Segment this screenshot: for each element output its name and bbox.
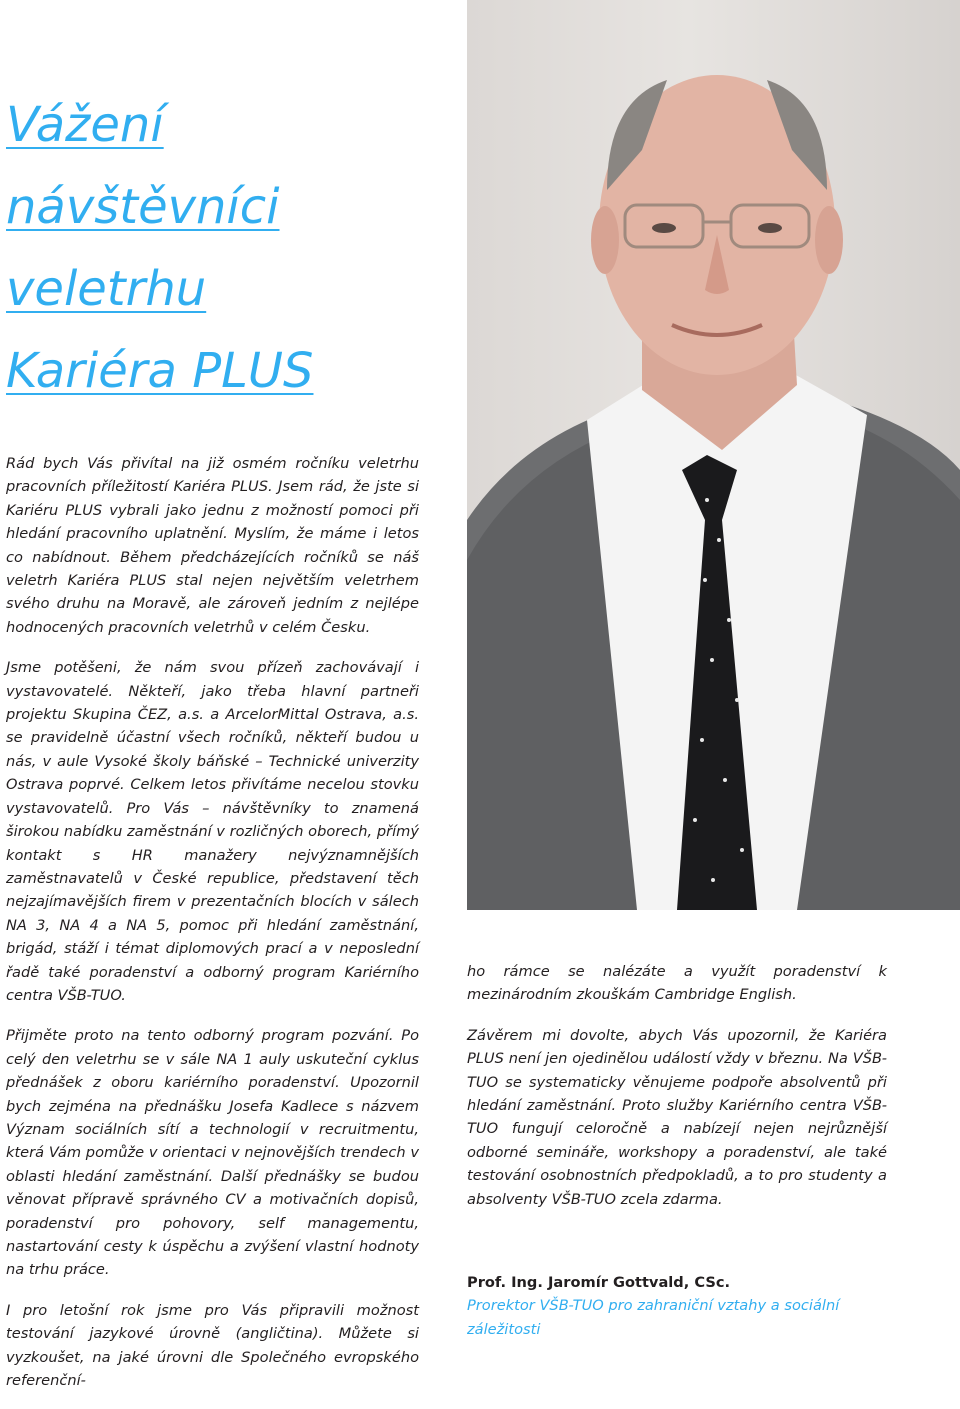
right-column — [467, 960, 887, 1341]
title-line-1: Vážení — [6, 97, 164, 153]
left-column — [6, 452, 419, 1409]
paragraph-closing: Závěrem mi dovolte, abych Vás upozornil, že Kariéra PLUS není jen ojedinělou událostí vždy v březnu. Na VŠB-TUO se systematicky věnujeme podpoře absolventů při hledání zaměstnání. Proto služby Kariérního centra VŠB-TUO fungují celoročně a nabízejí nejen nejrůznější odborné semináře, workshopy a poradenství, ale také testování osobnostních předpokladů, a to pro studenty a absolventy VŠB-TUO zcela zdarma. — [467, 1026, 887, 1208]
paragraph-language-test: I pro letošní rok jsme pro Vás připravili možnost testování jazykové úrovně (angličtina). Můžete si vyzkoušet, na jaké úrovni dle Společného evropského referenční- — [6, 1301, 419, 1390]
paragraph-program: Přijměte proto na tento odborný program pozvání. Po celý den veletrhu se v sále NA 1 auly uskuteční cyklus přednášek z oboru kariérního poradenství. Upozornil bych zejména na přednášku Josefa Kadlece s názvem Význam sociálních sítí a technologií v recruitmentu, která Vám pomůže v orientaci v nejnovějších trendech v oblasti hledání zaměstnání. Další přednášky se budou věnovat přípravě správného CV a motivačních dopisů, poradenství pro pohovory, self managementu, nastartování cesty k úspěchu a zvýšení vlastní hodnoty na trhu práce. — [6, 1027, 419, 1279]
title-line-4: Kariéra PLUS — [6, 343, 314, 399]
paragraph-cambridge: ho rámce se nalézáte a využít poradenství k mezinárodním zkouškám Cambridge English. — [467, 963, 887, 1004]
title-line-2: návštěvníci — [6, 179, 280, 235]
page-title — [6, 84, 456, 412]
title-line-3: veletrhu — [6, 261, 207, 317]
paragraph-intro: Rád bych Vás přivítal na již osmém ročníku veletrhu pracovních příležitostí Kariéra PLUS. Jsem rád, že jste si Kariéru PLUS vybrali jako jednu z možností pomoci při hledání pracovního uplatnění. Myslím, že máme i letos co nabídnout. Během předcházejících ročníků se náš veletrh Kariéra PLUS stal nejen největším veletrhem svého druhu na Moravě, ale zároveň jedním z nejlépe hodnocených pracovních veletrhů v celém Česku. — [6, 455, 419, 636]
portrait-photo-icon — [467, 0, 960, 910]
paragraph-exhibitors: Jsme potěšeni, že nám svou přízeň zachovávají i vystavovatelé. Někteří, jako třeba hlavní partneři projektu Skupina ČEZ, a.s. a ArcelorMittal Ostrava, a.s. se pravidelně účastní všech ročníků, někteří budou u nás, v aule Vysoké školy báňské – Technické univerzity Ostrava poprvé. Celkem letos přivítáme necelou stovku vystavovatelů. Pro Vás – návštěvníky to znamená širokou nabídku zaměstnání v rozličných oborech, přímý kontakt s HR manažery nejvýznamnějších zaměstnavatelů v České republice, představení těch nejzajímavějších firem v prezentačních blocích v sálech NA 3, NA 4 a NA 5, pomoc při hledání zaměstnání, brigád, stáží i témat diplomových prací a v neposlední řadě také poradenství a odborný program Kariérního centra VŠB-TUO. — [6, 659, 419, 1004]
signature-name: Prof. Ing. Jaromír Gottvald, CSc. — [467, 1274, 731, 1292]
signature-role: Prorektor VŠB-TUO pro zahraniční vztahy a sociální záležitosti — [467, 1297, 840, 1338]
portrait-illustration — [467, 0, 960, 910]
